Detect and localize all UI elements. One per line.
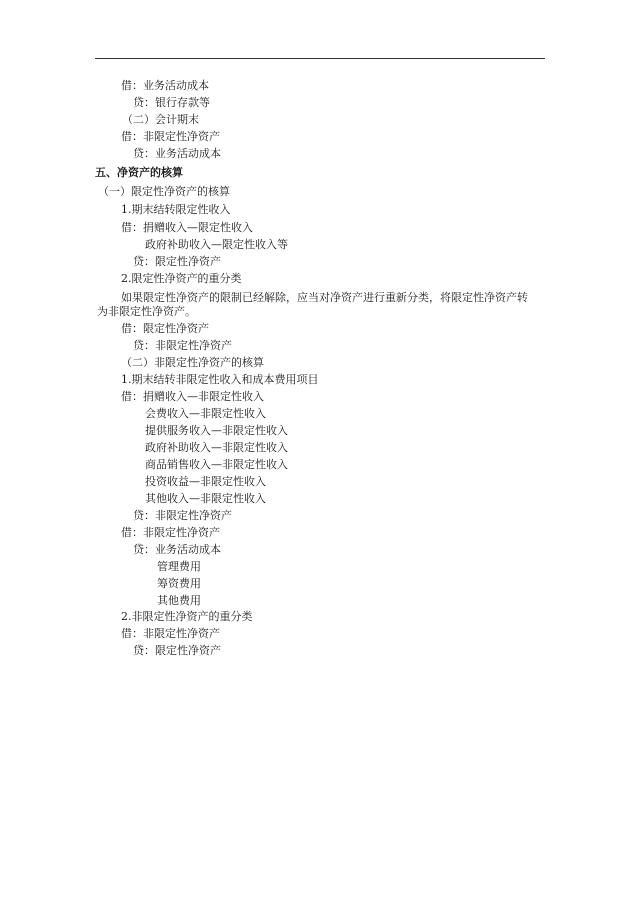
paragraph-line: 为非限定性净资产。	[97, 305, 196, 318]
entry-credit: 贷：业务活动成本	[133, 543, 221, 556]
entry-debit: 借：捐赠收入—非限定性收入	[121, 390, 264, 403]
item-heading: 2.限定性净资产的重分类	[121, 272, 242, 285]
section-heading: 五、净资产的核算	[95, 166, 183, 179]
entry-credit: 贷：限定性净资产	[133, 255, 221, 268]
entry-debit: 借：限定性净资产	[121, 322, 209, 335]
entry-debit: 借：非限定性净资产	[121, 130, 220, 143]
entry-credit: 贷：银行存款等	[133, 96, 210, 109]
entry-debit-line: 投资收益—非限定性收入	[145, 475, 266, 488]
header-rule	[95, 58, 545, 59]
entry-credit: 贷：非限定性净资产	[133, 509, 232, 522]
entry-debit-line: 政府补助收入—非限定性收入	[145, 441, 288, 454]
entry-debit-line: 提供服务收入—非限定性收入	[145, 424, 288, 437]
entry-debit: 借：业务活动成本	[121, 79, 209, 92]
subsection-heading: （二）会计期末	[122, 113, 199, 126]
entry-credit-line: 其他费用	[157, 594, 201, 607]
entry-credit-line: 筹资费用	[157, 577, 201, 590]
entry-debit-line: 其他收入—非限定性收入	[145, 492, 266, 505]
entry-credit: 贷：非限定性净资产	[133, 339, 232, 352]
entry-debit-line: 政府补助收入—限定性收入等	[145, 238, 288, 251]
entry-debit: 借：非限定性净资产	[121, 627, 220, 640]
entry-debit-line: 会费收入—非限定性收入	[145, 407, 266, 420]
subsection-heading: （一）限定性净资产的核算	[98, 185, 230, 198]
entry-debit: 借：非限定性净资产	[121, 526, 220, 539]
item-heading: 1.期末结转限定性收入	[121, 203, 231, 216]
item-heading: 1.期末结转非限定性收入和成本费用项目	[121, 373, 319, 386]
item-heading: 2.非限定性净资产的重分类	[121, 610, 253, 623]
paragraph-line: 如果限定性净资产的限制已经解除，应当对净资产进行重新分类，将限定性净资产转	[121, 291, 528, 304]
subsection-heading: （二）非限定性净资产的核算	[121, 356, 264, 369]
entry-debit-line: 商品销售收入—非限定性收入	[145, 458, 288, 471]
entry-credit-line: 管理费用	[157, 560, 201, 573]
entry-credit: 贷：限定性净资产	[133, 644, 221, 657]
entry-credit: 贷：业务活动成本	[133, 147, 221, 160]
entry-debit: 借：捐赠收入—限定性收入	[121, 221, 253, 234]
